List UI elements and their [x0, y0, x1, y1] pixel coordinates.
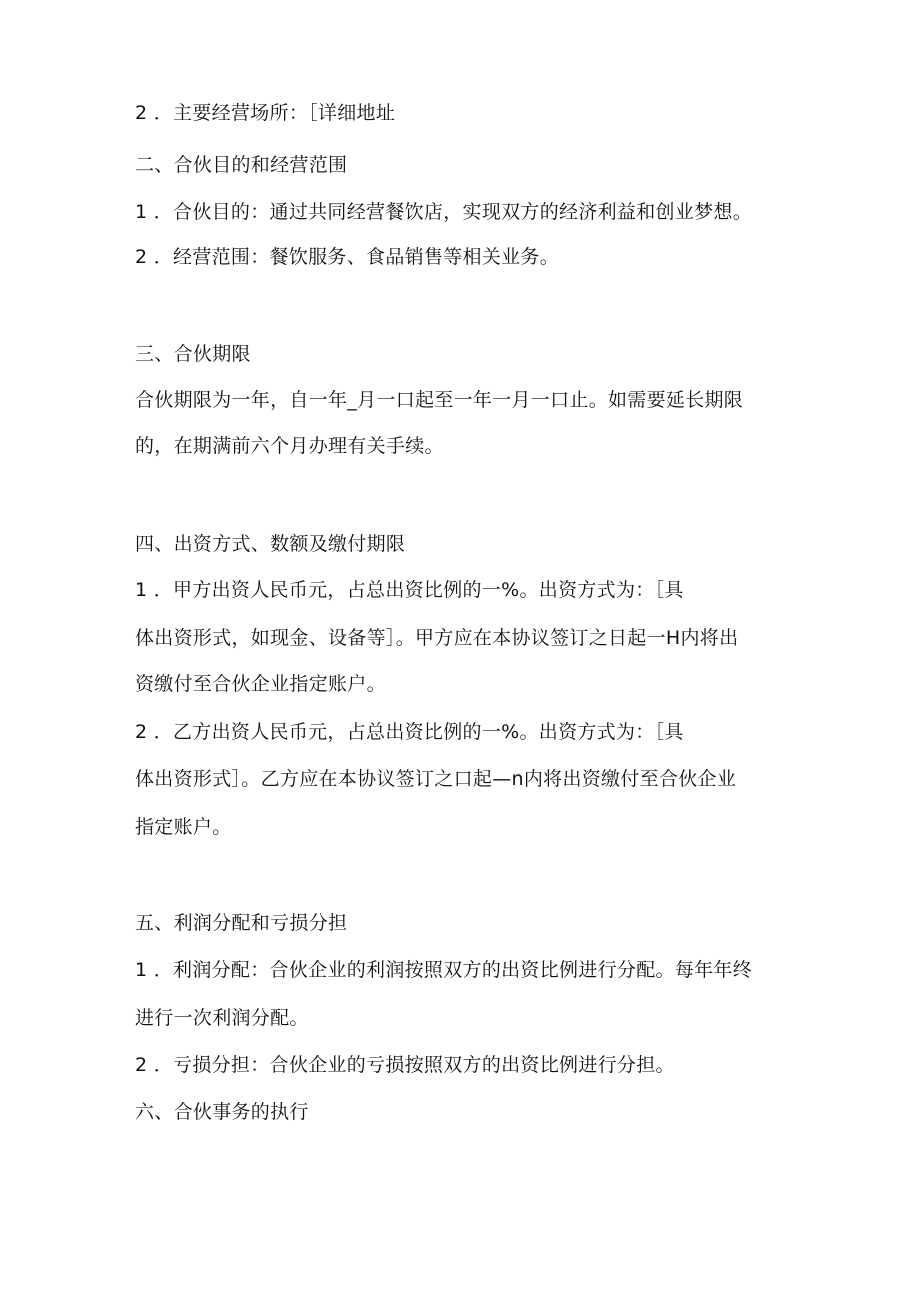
clause-profit-distribution-line-2: 进行一次利润分配。 [135, 1007, 309, 1029]
clause-loss-sharing: 2 ．亏损分担：合伙企业的亏损按照双方的出资比例进行分担。 [135, 1054, 675, 1076]
clause-party-b-contribution-line-1: 2 ．乙方出资人民币元，占总出资比例的一%。出资方式为：［具 [135, 721, 684, 743]
section-heading-contribution: 四、出资方式、数额及缴付期限 [135, 533, 406, 555]
clause-profit-distribution-line-1: 1 ．利润分配：合伙企业的利润按照双方的出资比例进行分配。每年年终 [135, 959, 753, 981]
section-heading-term: 三、合伙期限 [135, 343, 251, 365]
clause-party-a-contribution-line-3: 资缴付至合伙企业指定账户。 [135, 673, 386, 695]
paragraph-term-line-1: 合伙期限为一年，自一年_月一口起至一年一月一口止。如需要延长期限 [135, 389, 744, 411]
clause-business-scope: 2 ．经营范围：餐饮服务、食品销售等相关业务。 [135, 246, 560, 268]
clause-main-address: 2 ．主要经营场所：［详细地址 [135, 102, 396, 124]
clause-partnership-purpose: 1 ．合伙目的：通过共同经营餐饮店，实现双方的经济利益和创业梦想。 [135, 201, 753, 223]
clause-party-b-contribution-line-2: 体出资形式］。乙方应在本协议签订之口起—n内将出资缴付至合伙企业 [135, 768, 737, 790]
clause-party-a-contribution-line-2: 体出资形式，如现金、设备等］。甲方应在本协议签订之日起一H内将出 [135, 627, 739, 649]
clause-party-b-contribution-line-3: 指定账户。 [135, 816, 232, 838]
section-heading-purpose-scope: 二、合伙目的和经营范围 [135, 154, 348, 176]
paragraph-term-line-2: 的，在期满前六个月办理有关手续。 [135, 435, 444, 457]
section-heading-profit-loss: 五、利润分配和亏损分担 [135, 912, 348, 934]
section-heading-affairs-execution: 六、合伙事务的执行 [135, 1101, 309, 1123]
clause-party-a-contribution-line-1: 1 ．甲方出资人民币元，占总出资比例的一%。出资方式为：［具 [135, 579, 684, 601]
